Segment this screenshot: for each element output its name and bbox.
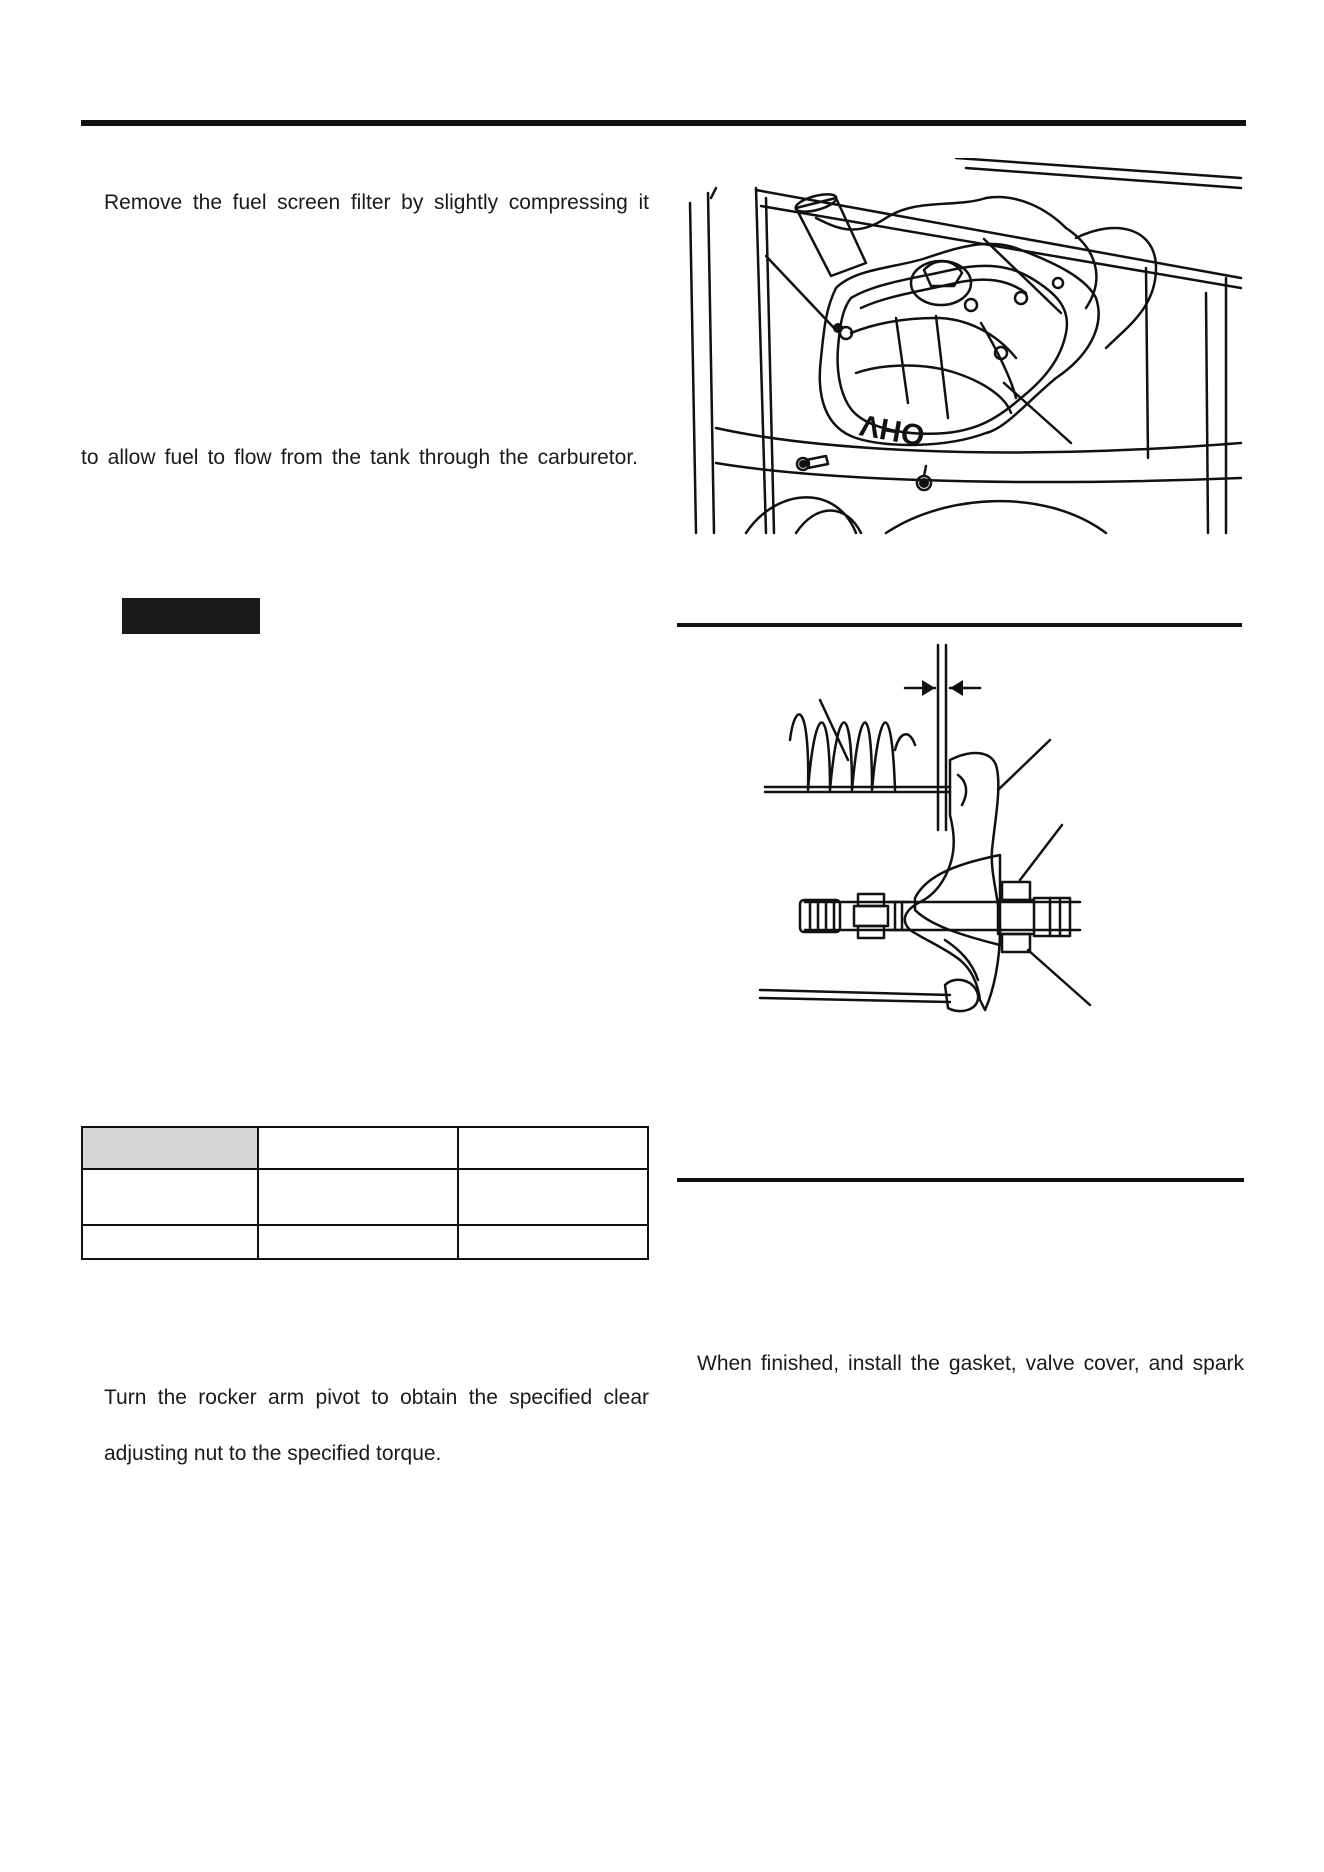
valve-clearance-illustration <box>750 640 1170 1060</box>
valve-cover-illustration <box>686 158 1246 538</box>
table-row <box>82 1169 648 1225</box>
finish-step: When finished, install the gasket, valve cover, and spark <box>697 1352 1244 1375</box>
table-cell <box>82 1127 258 1169</box>
section-rule-upper <box>677 623 1242 627</box>
table-cell <box>458 1127 648 1169</box>
fuel-filter-step: Remove the fuel screen filter by slightly compressing it <box>104 191 649 214</box>
table-cell <box>258 1127 458 1169</box>
spec-table <box>81 1126 649 1260</box>
table-cell <box>258 1169 458 1225</box>
table-row <box>82 1127 648 1169</box>
valve-adjust-step-line2: adjusting nut to the specified torque. <box>104 1442 442 1465</box>
table-cell <box>458 1169 648 1225</box>
valve-adjust-step-line1: Turn the rocker arm pivot to obtain the specified clear <box>104 1386 649 1409</box>
table-cell <box>82 1169 258 1225</box>
ohv-badge: OHV <box>857 407 928 452</box>
section-rule-lower <box>677 1178 1244 1182</box>
notice-label-box <box>122 598 260 634</box>
fuel-flow-line: to allow fuel to flow from the tank through the carburetor. <box>81 446 638 469</box>
table-cell <box>82 1225 258 1259</box>
top-rule <box>81 120 1246 126</box>
table-row <box>82 1225 648 1259</box>
table-cell <box>258 1225 458 1259</box>
table-cell <box>458 1225 648 1259</box>
